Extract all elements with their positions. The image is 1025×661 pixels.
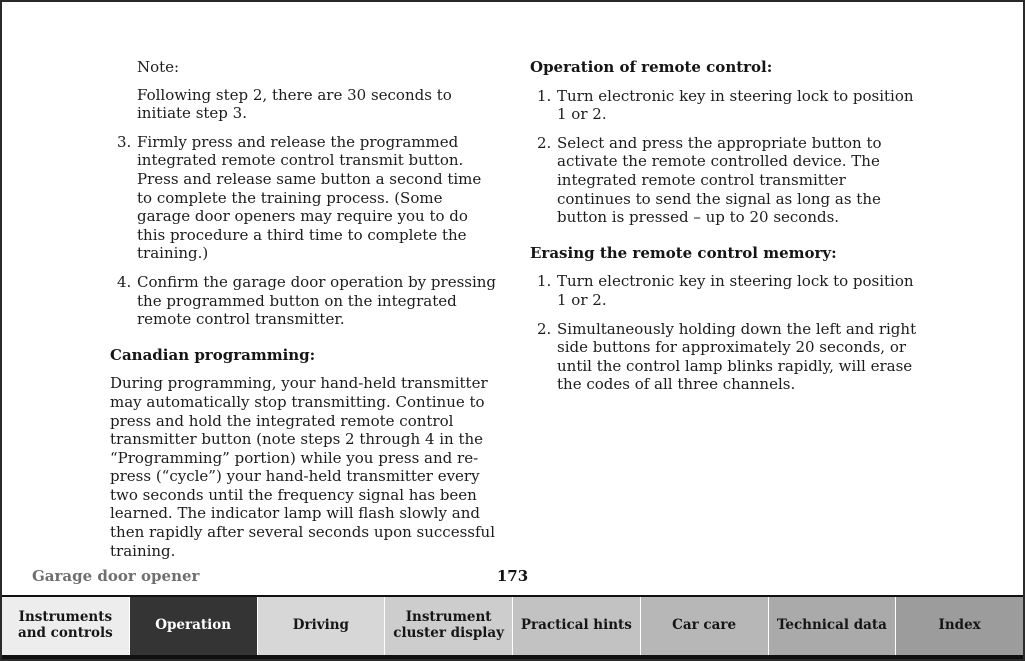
list-item <box>530 272 922 309</box>
section-heading-canadian-programming: Canadian programming: <box>110 345 316 364</box>
left-column <box>110 58 500 560</box>
list-item-number: 2. <box>537 133 552 152</box>
tab-operation[interactable]: Operation <box>130 597 257 655</box>
list-item-number: 2. <box>537 319 552 338</box>
canadian-programming-paragraph: During programming, your hand-held transmitter may automatically stop transmitting. Continue to press and hold the integrated remote control transmitter button (note steps 2 through 4 in the “Programming” portion) while you press and re-press (“cycle”) your hand-held transmitter every two seconds until the frequency signal has been learned. The indicator lamp will flash slowly and then rapidly after several seconds upon successful training. <box>110 374 495 560</box>
tab-technical-data[interactable]: Technical data <box>769 597 896 655</box>
tab-driving[interactable]: Driving <box>258 597 385 655</box>
list-item <box>530 87 922 124</box>
list-item-number: 3. <box>117 132 132 151</box>
list-item-number: 1. <box>537 86 552 105</box>
list-item <box>110 133 500 263</box>
tab-instruments-and-controls[interactable]: Instruments and controls <box>2 597 129 655</box>
footer-section-label: Garage door opener <box>32 567 200 585</box>
list-item-text: Turn electronic key in steering lock to position 1 or 2. <box>557 272 914 309</box>
section-heading-operation-of-remote-control: Operation of remote control: <box>530 58 773 76</box>
list-item-text: Firmly press and release the programmed integrated remote control transmit button. Press and release same button a second time to complete the training process. (Some garage door openers may require you to do this procedure a third time to complete the training.) <box>137 132 482 263</box>
list-item-text: Select and press the appropriate button to activate the remote controlled device. The integrated remote control transmitter continues to send the signal as long as the button is pressed – up to 20 seconds. <box>557 133 882 227</box>
list-item <box>530 134 922 227</box>
section-heading-erasing-remote-control-memory: Erasing the remote control memory: <box>530 243 837 262</box>
tab-practical-hints[interactable]: Practical hints <box>513 597 640 655</box>
right-column <box>530 58 922 404</box>
tab-instrument-cluster-display[interactable]: Instrument cluster display <box>385 597 512 655</box>
list-item-text: Confirm the garage door operation by pressing the programmed button on the integrated remote control transmitter. <box>137 272 497 329</box>
note-block <box>137 58 500 123</box>
page-content <box>2 2 1023 595</box>
tab-car-care[interactable]: Car care <box>641 597 768 655</box>
note-label: Note: <box>137 58 180 76</box>
list-item-text: Simultaneously holding down the left and right side buttons for approximately 20 seconds, or until the control lamp blinks rapidly, will erase the codes of all three channels. <box>557 319 917 394</box>
list-item-number: 1. <box>537 272 552 291</box>
note-body: Following step 2, there are 30 seconds to initiate step 3. <box>137 85 452 123</box>
list-item-text: Turn electronic key in steering lock to position 1 or 2. <box>557 86 914 124</box>
page-footer <box>2 567 1023 591</box>
page-number: 173 <box>496 567 529 585</box>
chapter-tab-bar <box>2 595 1023 659</box>
list-item <box>110 273 500 329</box>
tab-index[interactable]: Index <box>896 597 1023 655</box>
list-item-number: 4. <box>117 272 132 291</box>
list-item <box>530 320 922 394</box>
